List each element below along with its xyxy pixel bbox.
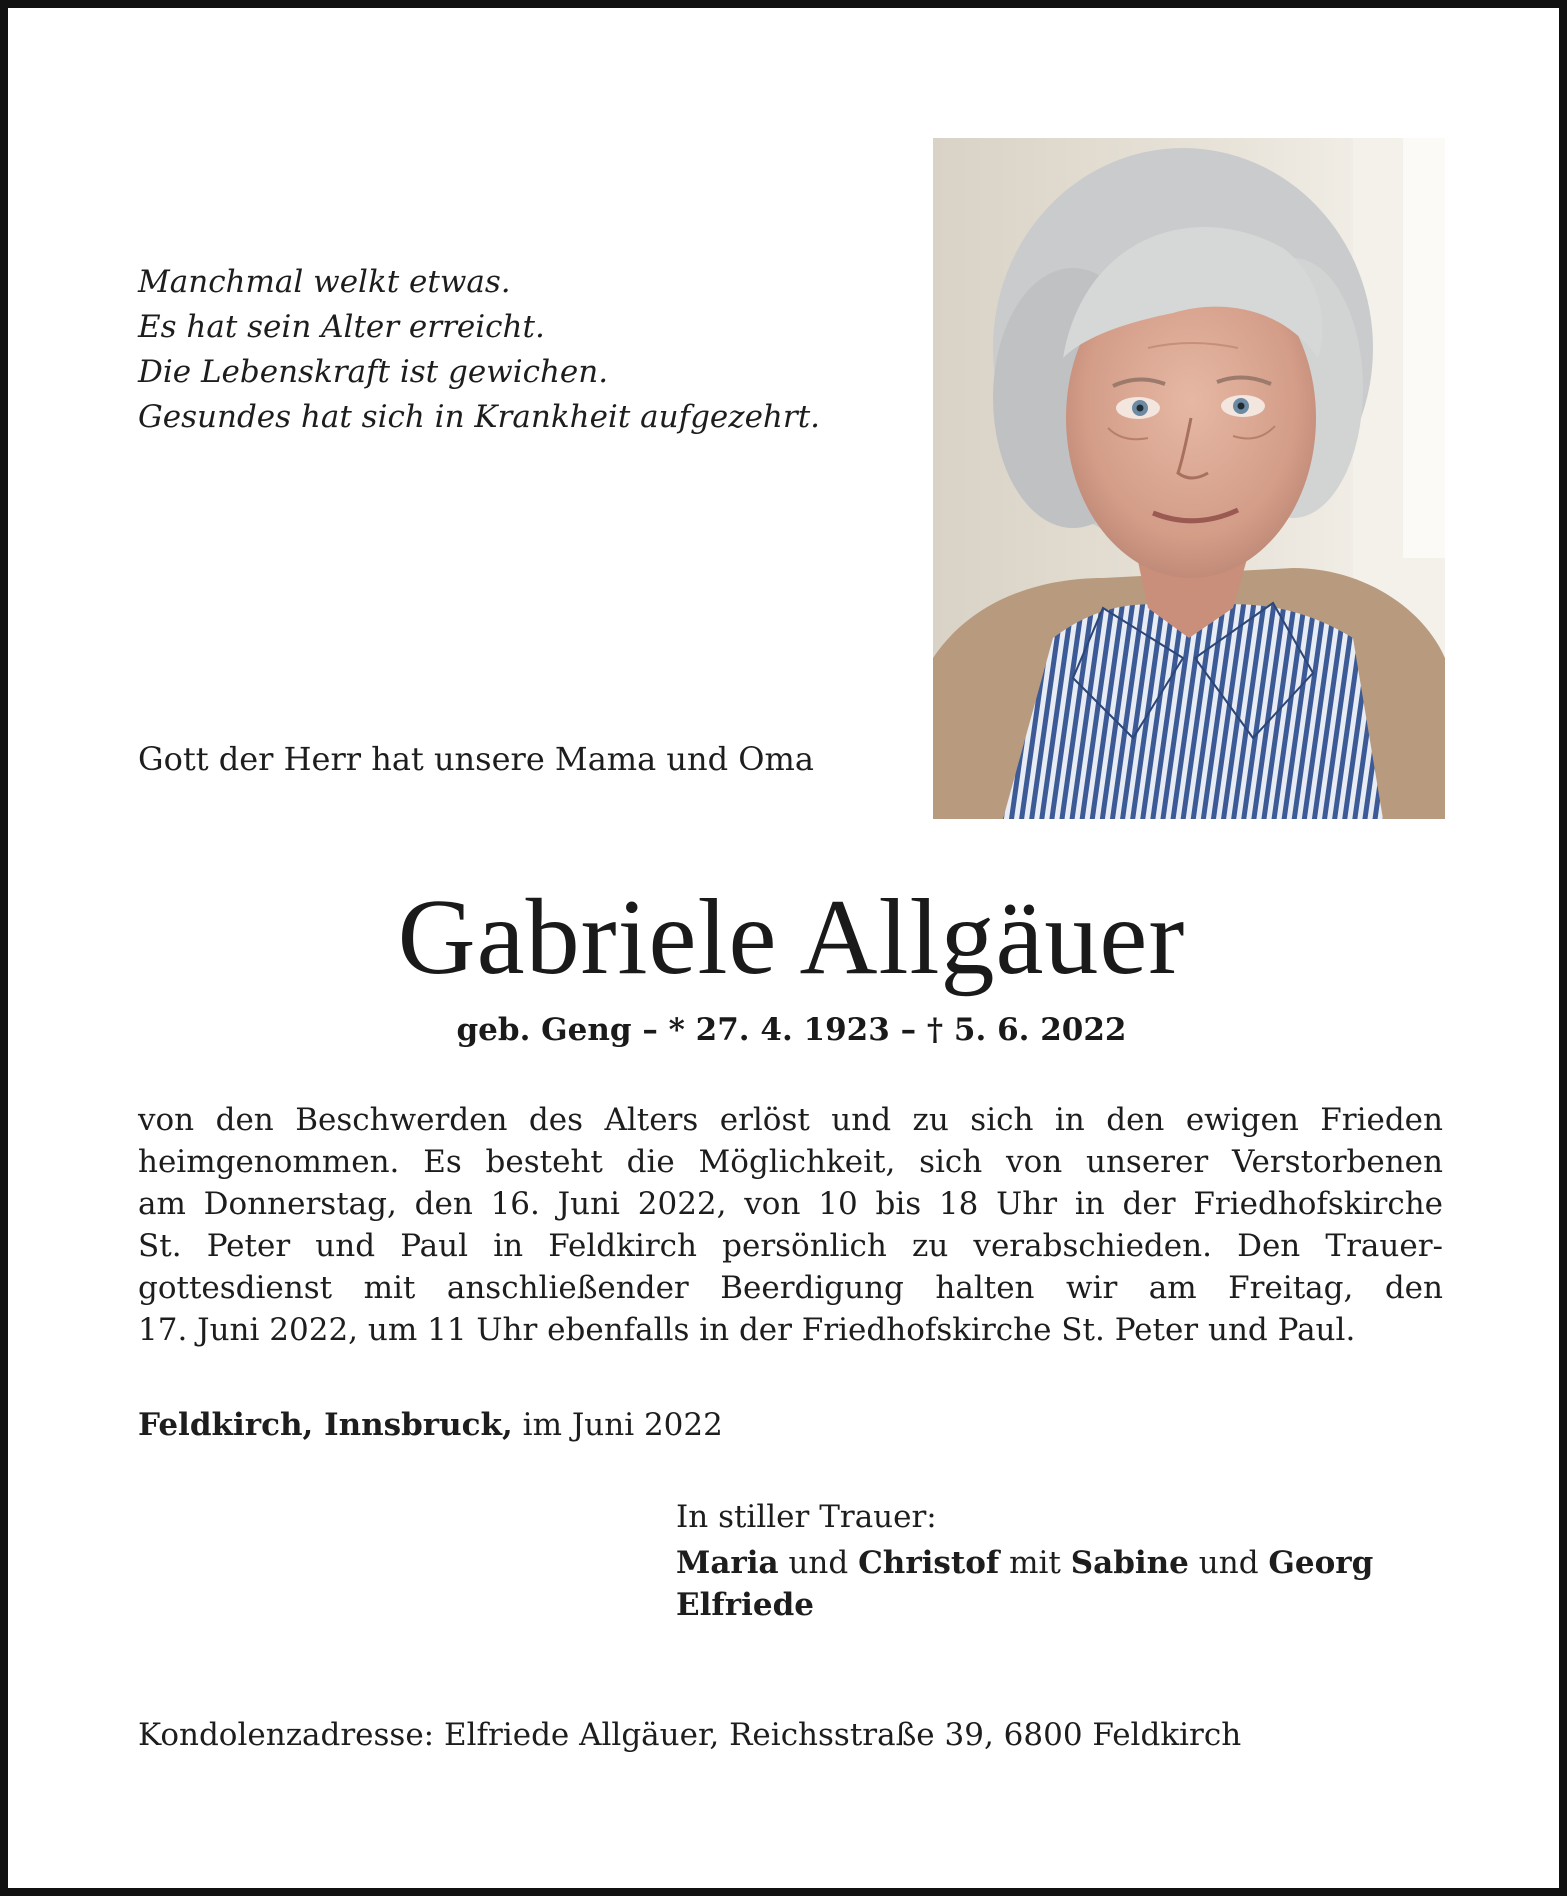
deceased-dates: geb. Geng – * 27. 4. 1923 – † 5. 6. 2022	[456, 1012, 1127, 1048]
mourners-line	[676, 1542, 1373, 1584]
mourner-name: Elfriede	[676, 1587, 814, 1623]
poem-line: Gesundes hat sich in Krankheit aufgezehrt.	[138, 399, 821, 435]
poem	[138, 260, 858, 440]
mourner-name: Sabine	[1070, 1545, 1189, 1581]
mourner-name: Maria	[676, 1545, 779, 1581]
mourner-name: Georg	[1268, 1545, 1374, 1581]
announcement-line: gottesdienst mit anschließender Beerdigung halten wir am Freitag, den	[138, 1270, 1443, 1306]
intro-text: Gott der Herr hat unsere Mama und Oma	[138, 740, 814, 778]
deceased-name: Gabriele Allgäuer	[397, 878, 1186, 997]
mourner-connector: mit	[1009, 1545, 1061, 1581]
announcement-line: von den Beschwerden des Alters erlöst und zu sich in den ewigen Frieden	[138, 1102, 1443, 1138]
mourner-connector: und	[1198, 1545, 1259, 1581]
mourning-label: In stiller Trauer:	[676, 1499, 937, 1535]
mourners-line	[676, 1584, 1373, 1626]
portrait-photo	[933, 138, 1445, 819]
place-cities: Feldkirch, Innsbruck,	[138, 1407, 513, 1443]
mourner-name: Christof	[858, 1545, 1000, 1581]
place-month: im Juni 2022	[522, 1407, 723, 1443]
place-date	[138, 1404, 723, 1446]
poem-line: Die Lebenskraft ist gewichen.	[138, 354, 609, 390]
condolence-address: Kondolenzadresse: Elfriede Allgäuer, Reichsstraße 39, 6800 Feldkirch	[138, 1717, 1242, 1753]
announcement-line: St. Peter und Paul in Feldkirch persönlich zu verabschieden. Den Trauer-	[138, 1228, 1443, 1264]
mourners-list	[676, 1542, 1373, 1626]
announcement-text	[138, 1099, 1443, 1351]
announcement-line: 17. Juni 2022, um 11 Uhr ebenfalls in der Friedhofskirche St. Peter und Paul.	[138, 1312, 1356, 1348]
announcement-line: am Donnerstag, den 16. Juni 2022, von 10 bis 18 Uhr in der Friedhofskirche	[138, 1186, 1443, 1222]
announcement-line: heimgenommen. Es besteht die Möglichkeit, sich von unserer Verstorbenen	[138, 1144, 1443, 1180]
poem-line: Es hat sein Alter erreicht.	[138, 309, 545, 345]
mourner-connector: und	[788, 1545, 849, 1581]
poem-line: Manchmal welkt etwas.	[138, 264, 511, 300]
